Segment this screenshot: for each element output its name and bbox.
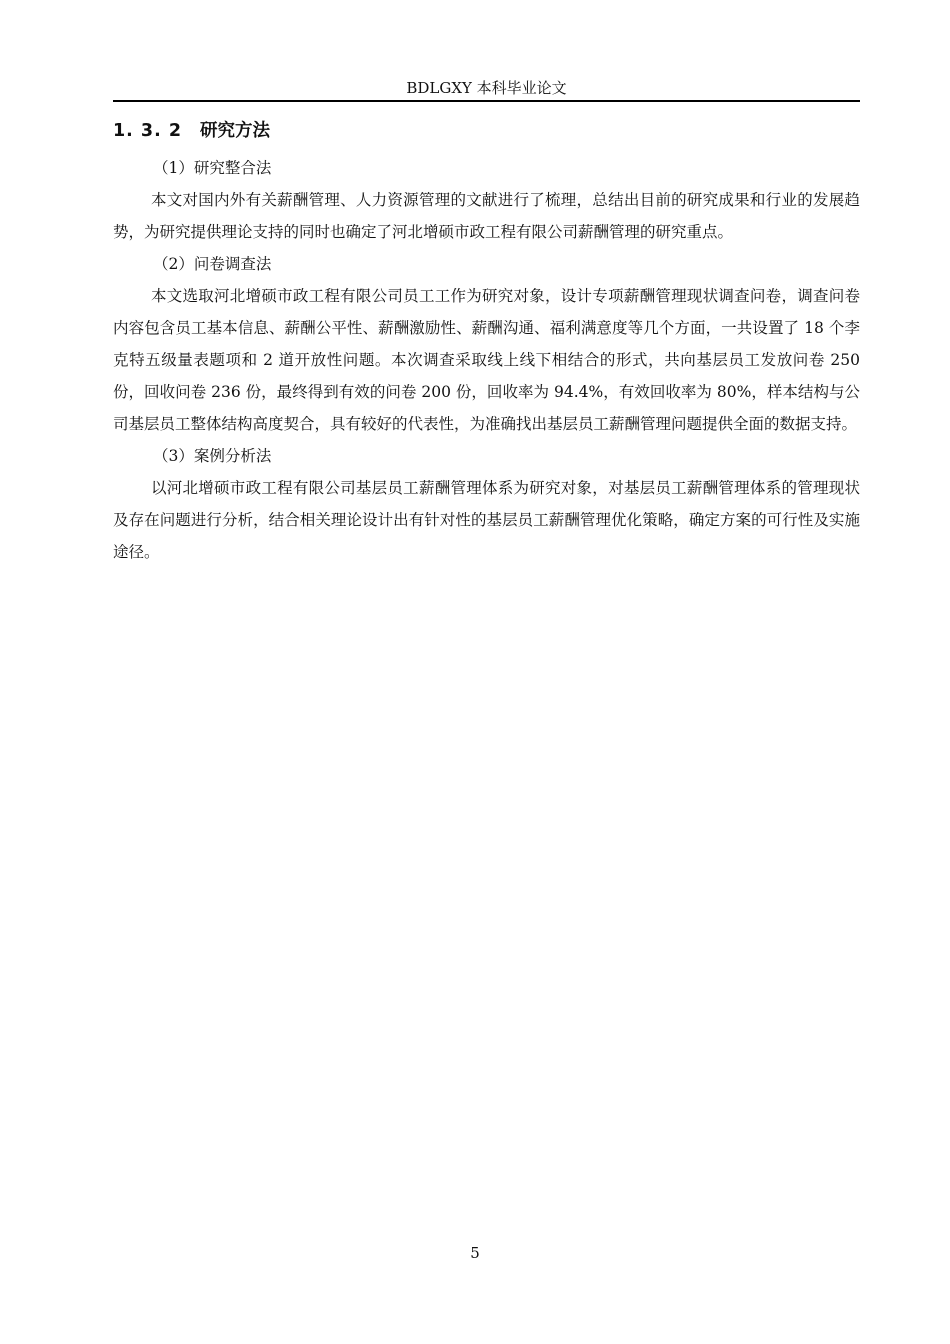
section-heading [113,116,860,146]
document-body [113,116,860,568]
page-number: 5 [470,1244,480,1262]
method-heading-integration: （1）研究整合法 [153,159,272,177]
header-divider [113,100,860,102]
method-paragraph-questionnaire: 本文选取河北增硕市政工程有限公司员工工作为研究对象，设计专项薪酬管理现状调查问卷，调查问卷内容包含员工基本信息、薪酬公平性、薪酬激励性、薪酬沟通、福利满意度等几个方面，一共设置了 18 个李克特五级量表题项和 2 道开放性问题。本次调查采取线上线下相结合的形式，共向基层员工发放问卷 250 份，回收问卷 236 份，最终得到有效的问卷 200 份，回收率为 94.4%，有效回收率为 80%，样本结构与公司基层员工整体结构高度契合，具有较好的代表性，为准确找出基层员工薪酬管理问题提供全面的数据支持。 [113,287,860,433]
section-title: 研究方法 [200,121,271,141]
page-header: BDLGXY 本科毕业论文 [406,79,567,97]
method-paragraph-case-study: 以河北增硕市政工程有限公司基层员工薪酬管理体系为研究对象，对基层员工薪酬管理体系的管理现状及存在问题进行分析，结合相关理论设计出有针对性的基层员工薪酬管理优化策略，确定方案的可行性及实施途径。 [113,479,860,561]
method-paragraph-integration: 本文对国内外有关薪酬管理、人力资源管理的文献进行了梳理，总结出目前的研究成果和行业的发展趋势，为研究提供理论支持的同时也确定了河北增硕市政工程有限公司薪酬管理的研究重点。 [113,191,860,241]
method-heading-case-study: （3）案例分析法 [153,447,272,465]
method-heading-questionnaire: （2）问卷调查法 [153,255,272,273]
section-number: 1. 3. 2 [113,121,183,141]
